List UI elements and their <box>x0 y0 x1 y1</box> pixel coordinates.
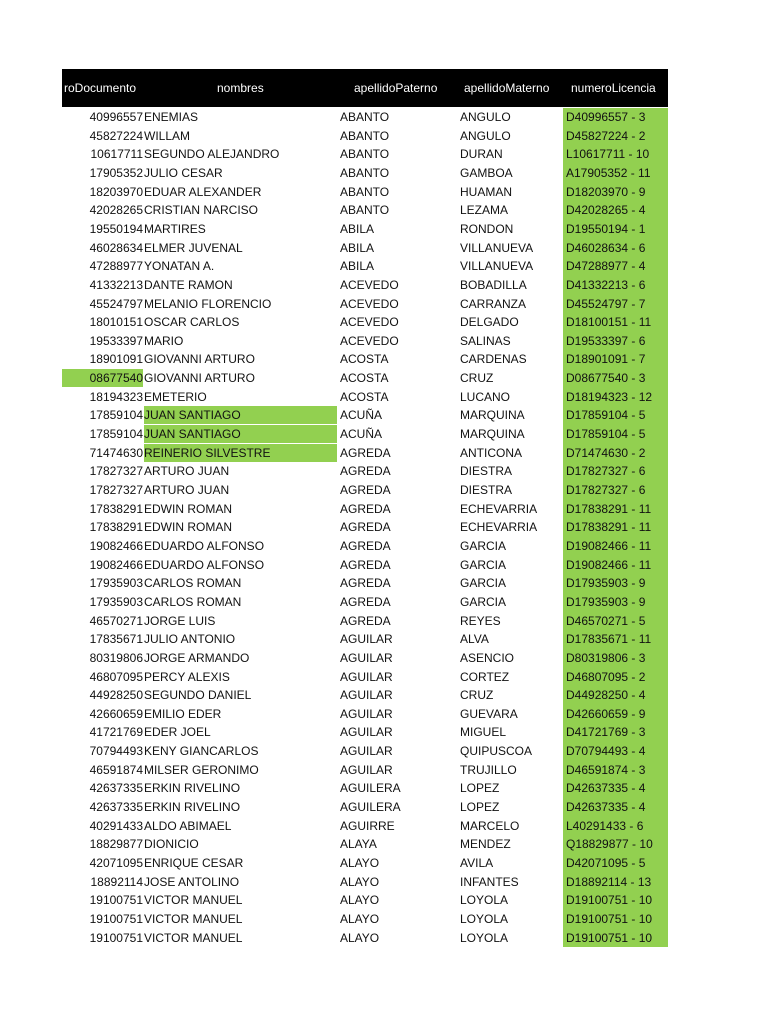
cell-numero-licencia[interactable]: D80319806 - 3 <box>566 650 646 665</box>
cell-apellido-materno[interactable]: GARCIA <box>460 557 507 572</box>
cell-documento[interactable]: 19100751 <box>89 930 143 945</box>
cell-numero-licencia[interactable]: D19100751 - 10 <box>566 911 653 926</box>
cell-documento[interactable]: 19100751 <box>89 893 143 908</box>
cell-documento[interactable]: 17935903 <box>89 594 143 609</box>
cell-apellido-paterno[interactable]: ABILA <box>340 259 375 274</box>
cell-numero-licencia[interactable]: D42660659 - 9 <box>566 706 646 721</box>
cell-apellido-paterno[interactable]: AGREDA <box>340 464 391 479</box>
cell-apellido-materno[interactable]: LOYOLA <box>460 893 509 908</box>
cell-nombres[interactable]: ALDO ABIMAEL <box>144 818 232 833</box>
cell-apellido-materno[interactable]: TRUJILLO <box>460 762 517 777</box>
cell-documento[interactable]: 19082466 <box>89 538 143 553</box>
cell-apellido-materno[interactable]: CORTEZ <box>460 669 510 684</box>
cell-apellido-paterno[interactable]: ALAYO <box>340 930 380 945</box>
cell-apellido-materno[interactable]: MENDEZ <box>460 837 511 852</box>
cell-documento[interactable]: 46028634 <box>89 240 143 255</box>
cell-numero-licencia[interactable]: L10617711 - 10 <box>566 147 650 162</box>
cell-nombres[interactable]: EDUARDO ALFONSO <box>144 557 265 572</box>
cell-documento[interactable]: 18203970 <box>89 184 143 199</box>
cell-numero-licencia[interactable]: D17827327 - 6 <box>566 464 646 479</box>
cell-apellido-paterno[interactable]: ABANTO <box>340 184 390 199</box>
cell-documento[interactable]: 42071095 <box>89 856 143 870</box>
cell-numero-licencia[interactable]: D17859104 - 5 <box>566 408 646 423</box>
header-apellido-paterno[interactable]: apellidoPaterno <box>354 81 438 95</box>
cell-numero-licencia[interactable]: D17838291 - 11 <box>566 520 652 535</box>
cell-nombres[interactable]: ARTURO JUAN <box>144 464 230 479</box>
cell-apellido-materno[interactable]: CRUZ <box>460 688 494 703</box>
cell-apellido-paterno[interactable]: AGUILAR <box>340 762 393 777</box>
cell-apellido-paterno[interactable]: AGREDA <box>340 557 391 572</box>
cell-apellido-materno[interactable]: ASENCIO <box>460 650 515 665</box>
cell-numero-licencia[interactable]: D17835671 - 11 <box>566 632 652 647</box>
cell-documento[interactable]: 40291433 <box>89 818 143 833</box>
cell-apellido-paterno[interactable]: ACEVEDO <box>340 296 399 311</box>
cell-numero-licencia[interactable]: D41721769 - 3 <box>566 725 646 740</box>
cell-numero-licencia[interactable]: D17935903 - 9 <box>566 576 646 591</box>
cell-apellido-materno[interactable]: LEZAMA <box>460 203 509 218</box>
cell-apellido-materno[interactable]: LOPEZ <box>460 800 500 815</box>
cell-numero-licencia[interactable]: D18901091 - 7 <box>566 352 646 367</box>
cell-apellido-materno[interactable]: LOYOLA <box>460 911 509 926</box>
cell-documento[interactable]: 17859104 <box>89 427 143 442</box>
cell-documento[interactable]: 47288977 <box>89 259 143 274</box>
cell-documento[interactable]: 18901091 <box>89 352 143 367</box>
cell-documento[interactable]: 17835671 <box>89 632 143 647</box>
cell-apellido-materno[interactable]: RONDON <box>460 221 514 236</box>
cell-apellido-paterno[interactable]: AGUILAR <box>340 725 393 740</box>
cell-apellido-paterno[interactable]: ACEVEDO <box>340 333 399 348</box>
cell-documento[interactable]: 44928250 <box>89 688 143 703</box>
cell-numero-licencia[interactable]: D46807095 - 2 <box>566 669 646 684</box>
cell-numero-licencia[interactable]: D18892114 - 13 <box>566 874 652 889</box>
cell-numero-licencia[interactable]: D19082466 - 11 <box>566 538 652 553</box>
cell-numero-licencia[interactable]: D42071095 - 5 <box>566 856 646 870</box>
cell-numero-licencia[interactable]: D18100151 - 11 <box>566 315 652 330</box>
cell-numero-licencia[interactable]: L40291433 - 6 <box>566 818 644 833</box>
cell-apellido-paterno[interactable]: ACOSTA <box>340 389 389 404</box>
cell-apellido-paterno[interactable]: ABANTO <box>340 203 390 218</box>
cell-apellido-paterno[interactable]: AGUILAR <box>340 650 393 665</box>
cell-apellido-materno[interactable]: ALVA <box>460 632 489 647</box>
cell-documento[interactable]: 19100751 <box>89 911 143 926</box>
cell-nombres[interactable]: DIONICIO <box>144 837 199 852</box>
cell-apellido-materno[interactable]: LOPEZ <box>460 781 500 796</box>
cell-nombres[interactable]: MARTIRES <box>144 221 206 236</box>
cell-apellido-materno[interactable]: INFANTES <box>460 874 519 889</box>
cell-numero-licencia[interactable]: D46591874 - 3 <box>566 762 646 777</box>
header-apellido-materno[interactable]: apellidoMaterno <box>464 81 550 95</box>
cell-numero-licencia[interactable]: D18203970 - 9 <box>566 184 646 199</box>
cell-apellido-paterno[interactable]: AGUIRRE <box>340 818 395 833</box>
cell-apellido-materno[interactable]: LOYOLA <box>460 930 509 945</box>
cell-documento[interactable]: 17838291 <box>89 520 143 535</box>
cell-apellido-materno[interactable]: VILLANUEVA <box>460 259 534 274</box>
cell-nombres[interactable]: MARIO <box>144 333 184 348</box>
cell-documento[interactable]: 45827224 <box>89 128 143 143</box>
cell-nombres[interactable]: EDUARDO ALFONSO <box>144 538 265 553</box>
cell-numero-licencia[interactable]: D46028634 - 6 <box>566 240 646 255</box>
cell-numero-licencia[interactable]: D47288977 - 4 <box>566 259 646 274</box>
cell-nombres[interactable]: JULIO ANTONIO <box>144 632 236 647</box>
cell-apellido-paterno[interactable]: ALAYO <box>340 856 380 870</box>
cell-nombres[interactable]: GIOVANNI ARTURO <box>144 352 255 367</box>
cell-apellido-paterno[interactable]: ACUÑA <box>340 408 383 423</box>
cell-nombres[interactable]: ERKIN RIVELINO <box>144 800 241 815</box>
cell-apellido-paterno[interactable]: AGREDA <box>340 576 391 591</box>
cell-documento[interactable]: 41332213 <box>89 277 143 292</box>
cell-apellido-paterno[interactable]: ABANTO <box>340 110 390 124</box>
cell-documento[interactable]: 41721769 <box>89 725 143 740</box>
cell-apellido-materno[interactable]: LUCANO <box>460 389 511 404</box>
cell-apellido-paterno[interactable]: ALAYO <box>340 893 380 908</box>
cell-nombres[interactable]: JUAN SANTIAGO <box>144 406 337 424</box>
cell-apellido-paterno[interactable]: ALAYA <box>340 837 377 852</box>
cell-apellido-paterno[interactable]: AGREDA <box>340 613 391 628</box>
cell-apellido-materno[interactable]: ANTICONA <box>460 445 523 460</box>
cell-nombres[interactable]: JULIO CESAR <box>144 165 223 180</box>
cell-documento[interactable]: 71474630 <box>89 445 143 460</box>
cell-numero-licencia[interactable]: D41332213 - 6 <box>566 277 646 292</box>
cell-apellido-materno[interactable]: CRUZ <box>460 371 494 386</box>
cell-apellido-materno[interactable]: DELGADO <box>460 315 519 330</box>
cell-nombres[interactable]: CRISTIAN NARCISO <box>144 203 259 218</box>
cell-documento[interactable]: 18194323 <box>89 389 143 404</box>
cell-apellido-materno[interactable]: MARCELO <box>460 818 520 833</box>
cell-documento[interactable]: 40996557 <box>89 110 143 124</box>
cell-apellido-paterno[interactable]: AGUILAR <box>340 632 393 647</box>
cell-apellido-materno[interactable]: GUEVARA <box>460 706 518 721</box>
cell-apellido-paterno[interactable]: ALAYO <box>340 911 380 926</box>
cell-numero-licencia[interactable]: D40996557 - 3 <box>566 110 646 124</box>
cell-apellido-materno[interactable]: GAMBOA <box>460 165 513 180</box>
cell-numero-licencia[interactable]: D44928250 - 4 <box>566 688 646 703</box>
cell-documento[interactable]: 17827327 <box>89 483 143 497</box>
cell-documento[interactable]: 17935903 <box>89 576 143 591</box>
cell-nombres[interactable]: EDWIN ROMAN <box>144 501 232 516</box>
cell-numero-licencia[interactable]: D19082466 - 11 <box>566 557 652 572</box>
cell-apellido-paterno[interactable]: ABANTO <box>340 147 390 162</box>
cell-nombres[interactable]: MILSER GERONIMO <box>144 762 259 777</box>
header-documento[interactable]: roDocumento <box>64 81 137 95</box>
cell-apellido-materno[interactable]: MARQUINA <box>460 408 525 423</box>
cell-numero-licencia[interactable]: D19550194 - 1 <box>566 221 646 236</box>
cell-documento[interactable]: 45524797 <box>89 296 143 311</box>
cell-apellido-materno[interactable]: ANGULO <box>460 110 511 124</box>
cell-numero-licencia[interactable]: D45524797 - 7 <box>566 296 646 311</box>
cell-apellido-materno[interactable]: DIESTRA <box>460 464 513 479</box>
cell-documento[interactable]: 46807095 <box>89 669 143 684</box>
cell-documento[interactable]: 18829877 <box>89 837 143 852</box>
cell-nombres[interactable]: WILLAM <box>144 128 191 143</box>
cell-nombres[interactable]: VICTOR MANUEL <box>144 893 243 908</box>
cell-apellido-paterno[interactable]: AGUILAR <box>340 669 393 684</box>
cell-numero-licencia[interactable]: D70794493 - 4 <box>566 744 646 759</box>
cell-apellido-paterno[interactable]: AGREDA <box>340 445 391 460</box>
cell-apellido-materno[interactable]: QUIPUSCOA <box>460 744 533 759</box>
cell-numero-licencia[interactable]: D17827327 - 6 <box>566 483 646 497</box>
cell-nombres[interactable]: YONATAN A. <box>144 259 215 274</box>
cell-nombres[interactable]: EDER JOEL <box>144 725 211 740</box>
cell-apellido-paterno[interactable]: ABILA <box>340 240 375 255</box>
cell-nombres[interactable]: JORGE LUIS <box>144 613 216 628</box>
header-nombres[interactable]: nombres <box>217 81 264 95</box>
cell-nombres[interactable]: GIOVANNI ARTURO <box>144 371 255 386</box>
cell-apellido-paterno[interactable]: ABANTO <box>340 128 390 143</box>
cell-nombres[interactable]: ENEMIAS <box>144 110 199 124</box>
cell-documento[interactable]: 17905352 <box>89 165 143 180</box>
cell-apellido-paterno[interactable]: ACEVEDO <box>340 315 399 330</box>
cell-apellido-paterno[interactable]: ABILA <box>340 221 375 236</box>
header-numero-licencia[interactable]: numeroLicencia <box>571 81 656 95</box>
cell-numero-licencia[interactable]: D42637335 - 4 <box>566 781 646 796</box>
cell-apellido-materno[interactable]: GARCIA <box>460 538 507 553</box>
cell-documento[interactable]: 17827327 <box>89 464 143 479</box>
cell-documento[interactable]: 42028265 <box>89 203 143 218</box>
cell-documento[interactable]: 10617711 <box>90 147 143 162</box>
cell-apellido-materno[interactable]: ECHEVARRIA <box>460 520 538 535</box>
cell-documento[interactable]: 19082466 <box>89 557 143 572</box>
cell-nombres[interactable]: VICTOR MANUEL <box>144 911 243 926</box>
cell-documento[interactable]: 17859104 <box>89 408 143 423</box>
cell-nombres[interactable]: EDWIN ROMAN <box>144 520 232 535</box>
cell-documento[interactable]: 19550194 <box>89 221 143 236</box>
cell-documento[interactable]: 19533397 <box>89 333 143 348</box>
cell-nombres[interactable]: PERCY ALEXIS <box>144 669 230 684</box>
cell-nombres[interactable]: ELMER JUVENAL <box>144 240 243 255</box>
cell-apellido-paterno[interactable]: AGUILAR <box>340 744 393 759</box>
cell-apellido-materno[interactable]: GARCIA <box>460 576 507 591</box>
cell-apellido-paterno[interactable]: AGUILAR <box>340 706 393 721</box>
cell-apellido-paterno[interactable]: AGREDA <box>340 520 391 535</box>
cell-documento[interactable]: 46570271 <box>89 613 143 628</box>
cell-documento[interactable]: 18010151 <box>89 315 143 330</box>
cell-apellido-paterno[interactable]: ACOSTA <box>340 371 389 386</box>
cell-numero-licencia[interactable]: D19100751 - 10 <box>566 930 653 945</box>
cell-numero-licencia[interactable]: D17838291 - 11 <box>566 501 652 516</box>
cell-numero-licencia[interactable]: D08677540 - 3 <box>566 371 646 386</box>
cell-nombres[interactable]: EDUAR ALEXANDER <box>144 184 262 199</box>
cell-nombres[interactable]: CARLOS ROMAN <box>144 576 242 591</box>
cell-nombres[interactable]: EMILIO EDER <box>144 706 222 721</box>
cell-apellido-paterno[interactable]: ACOSTA <box>340 352 389 367</box>
cell-apellido-materno[interactable]: MARQUINA <box>460 427 525 442</box>
cell-nombres[interactable]: JOSE ANTOLINO <box>144 874 240 889</box>
cell-numero-licencia[interactable]: D71474630 - 2 <box>566 445 646 460</box>
cell-documento[interactable]: 46591874 <box>89 762 143 777</box>
cell-apellido-materno[interactable]: AVILA <box>460 856 494 870</box>
cell-numero-licencia[interactable]: D17859104 - 5 <box>566 427 646 442</box>
cell-nombres[interactable]: OSCAR CARLOS <box>144 315 240 330</box>
cell-numero-licencia[interactable]: Q18829877 - 10 <box>566 837 653 852</box>
cell-apellido-materno[interactable]: GARCIA <box>460 594 507 609</box>
cell-numero-licencia[interactable]: D18194323 - 12 <box>566 389 653 404</box>
cell-apellido-paterno[interactable]: AGREDA <box>340 501 391 516</box>
cell-nombres[interactable]: JORGE ARMANDO <box>144 650 250 665</box>
cell-apellido-paterno[interactable]: ABANTO <box>340 165 390 180</box>
cell-documento[interactable]: 42637335 <box>89 800 143 815</box>
cell-apellido-materno[interactable]: REYES <box>460 613 501 628</box>
cell-documento[interactable]: 42660659 <box>89 706 143 721</box>
cell-nombres[interactable]: CARLOS ROMAN <box>144 594 242 609</box>
cell-numero-licencia[interactable]: D42637335 - 4 <box>566 800 646 815</box>
cell-apellido-paterno[interactable]: ACEVEDO <box>340 277 399 292</box>
cell-apellido-paterno[interactable]: ALAYO <box>340 874 380 889</box>
cell-nombres[interactable]: KENY GIANCARLOS <box>144 744 259 759</box>
cell-apellido-materno[interactable]: CARRANZA <box>460 296 527 311</box>
cell-apellido-materno[interactable]: VILLANUEVA <box>460 240 534 255</box>
cell-numero-licencia[interactable]: D19533397 - 6 <box>566 333 646 348</box>
cell-apellido-materno[interactable]: ANGULO <box>460 128 511 143</box>
cell-numero-licencia[interactable]: D46570271 - 5 <box>566 613 646 628</box>
cell-apellido-paterno[interactable]: AGUILAR <box>340 688 393 703</box>
cell-apellido-materno[interactable]: SALINAS <box>460 333 511 348</box>
cell-nombres[interactable]: SEGUNDO DANIEL <box>144 688 252 703</box>
cell-apellido-paterno[interactable]: AGUILERA <box>340 800 401 815</box>
cell-nombres[interactable]: DANTE RAMON <box>144 277 233 292</box>
cell-documento[interactable]: 70794493 <box>89 744 143 759</box>
cell-documento[interactable]: 18892114 <box>90 874 143 889</box>
cell-nombres[interactable]: ENRIQUE CESAR <box>144 856 244 870</box>
cell-nombres[interactable]: REINERIO SILVESTRE <box>144 444 337 462</box>
cell-apellido-paterno[interactable]: AGREDA <box>340 483 391 497</box>
cell-apellido-materno[interactable]: DURAN <box>460 147 503 162</box>
cell-apellido-paterno[interactable]: AGUILERA <box>340 781 401 796</box>
cell-numero-licencia[interactable]: A17905352 - 11 <box>566 165 651 180</box>
cell-apellido-materno[interactable]: CARDENAS <box>460 352 527 367</box>
cell-numero-licencia[interactable]: D42028265 - 4 <box>566 203 646 218</box>
cell-apellido-materno[interactable]: DIESTRA <box>460 483 513 497</box>
cell-nombres[interactable]: JUAN SANTIAGO <box>144 425 337 443</box>
cell-apellido-paterno[interactable]: AGREDA <box>340 538 391 553</box>
cell-documento[interactable]: 80319806 <box>89 650 143 665</box>
cell-apellido-paterno[interactable]: AGREDA <box>340 594 391 609</box>
cell-apellido-materno[interactable]: MIGUEL <box>460 725 507 740</box>
cell-nombres[interactable]: SEGUNDO ALEJANDRO <box>144 147 280 162</box>
cell-nombres[interactable]: ERKIN RIVELINO <box>144 781 241 796</box>
cell-numero-licencia[interactable]: D45827224 - 2 <box>566 128 646 143</box>
cell-apellido-materno[interactable]: HUAMAN <box>460 184 513 199</box>
cell-documento[interactable]: 17838291 <box>89 501 143 516</box>
cell-apellido-materno[interactable]: BOBADILLA <box>460 277 527 292</box>
cell-documento[interactable]: 08677540 <box>62 369 143 387</box>
cell-nombres[interactable]: ARTURO JUAN <box>144 483 230 497</box>
cell-numero-licencia[interactable]: D19100751 - 10 <box>566 893 653 908</box>
cell-apellido-materno[interactable]: ECHEVARRIA <box>460 501 538 516</box>
cell-documento[interactable]: 42637335 <box>89 781 143 796</box>
cell-nombres[interactable]: VICTOR MANUEL <box>144 930 243 945</box>
cell-nombres[interactable]: EMETERIO <box>144 389 207 404</box>
cell-nombres[interactable]: MELANIO FLORENCIO <box>144 296 272 311</box>
cell-numero-licencia[interactable]: D17935903 - 9 <box>566 594 646 609</box>
cell-apellido-paterno[interactable]: ACUÑA <box>340 427 383 442</box>
